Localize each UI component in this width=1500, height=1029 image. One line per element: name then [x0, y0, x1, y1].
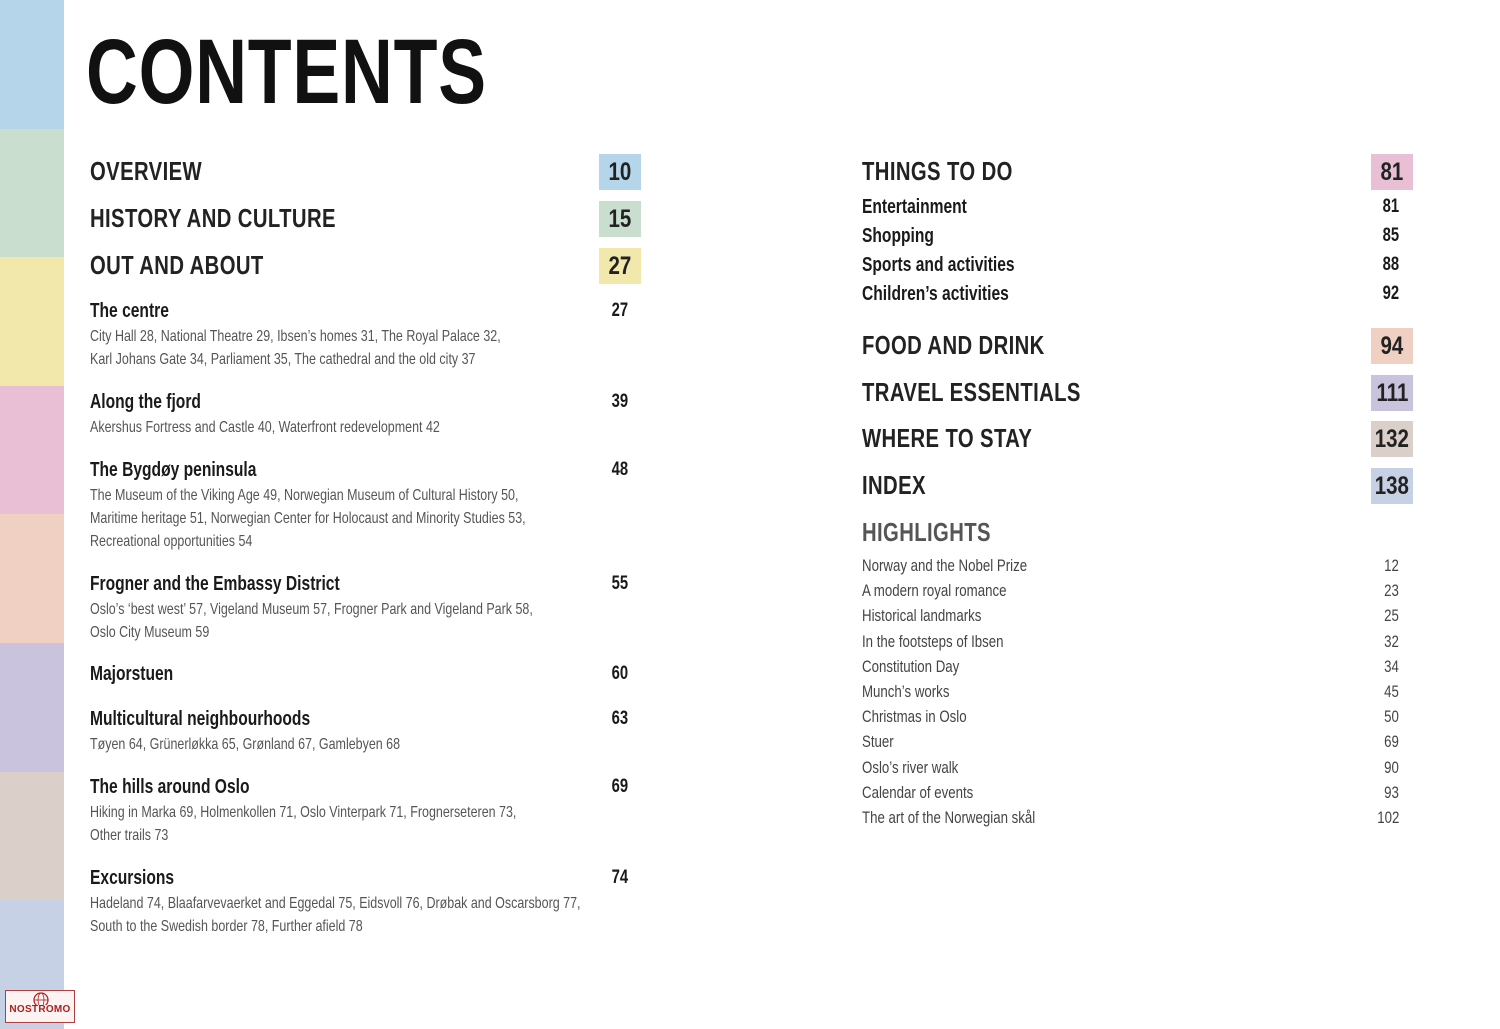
color-stripe [0, 643, 64, 772]
text: 90 [1384, 757, 1399, 777]
area-page-number [588, 708, 628, 730]
text: 48 [611, 459, 628, 480]
highlight-item[interactable] [862, 606, 1015, 626]
text: 92 [1382, 283, 1399, 304]
text: 81 [1382, 196, 1399, 217]
text: 94 [1380, 331, 1404, 360]
section-title-things-to-do[interactable]: THINGS TO DO [862, 156, 1013, 186]
things-to-do-item[interactable] [862, 283, 1050, 306]
text: The centre [90, 300, 169, 322]
highlight-item[interactable] [862, 581, 1047, 601]
area-page-number [588, 300, 628, 322]
text: The art of the Norwegian skål [862, 808, 1036, 827]
section-title[interactable] [90, 156, 234, 187]
text: 69 [1384, 732, 1399, 752]
text: The Bygdøy peninsula [90, 459, 257, 481]
color-stripe [0, 257, 64, 386]
area-title[interactable] [90, 663, 197, 686]
text: 27 [608, 251, 632, 280]
text: In the footsteps of Ibsen [862, 631, 1004, 651]
section-title[interactable] [862, 330, 1096, 361]
text: Entertainment [862, 196, 967, 218]
text: Along the fjord [90, 391, 201, 413]
things-to-do-page-number [1359, 196, 1399, 218]
text: Hiking in Marka 69, Holmenkollen 71, Oslo Vinterpark 71, Frognerseteren 73, [90, 804, 517, 821]
area-page-number [588, 867, 628, 889]
section-page-badge [599, 248, 641, 284]
nostromo-logo [5, 990, 75, 1023]
text: 25 [1384, 606, 1399, 626]
text: 132 [1374, 424, 1410, 453]
text: 15 [608, 204, 632, 233]
color-stripe [0, 386, 64, 515]
things-to-do-item[interactable] [862, 225, 954, 248]
text: WHERE TO STAY [862, 423, 1033, 453]
text: 45 [1384, 682, 1399, 701]
highlight-page-number [1359, 707, 1399, 727]
area-page-number [588, 776, 628, 798]
text: Calendar of events [862, 782, 974, 802]
highlight-item[interactable] [862, 808, 1084, 828]
highlight-page-number [1359, 732, 1399, 752]
color-stripe [0, 129, 64, 258]
things-to-do-page-number [1359, 254, 1399, 276]
area-title[interactable] [90, 300, 191, 323]
highlight-page-number [1359, 808, 1399, 828]
text: TRAVEL ESSENTIALS [862, 377, 1081, 407]
text: The hills around Oslo [90, 776, 250, 798]
text: OVERVIEW [90, 156, 203, 186]
text: 93 [1384, 782, 1399, 802]
text: 102 [1376, 808, 1399, 827]
section-page-badge [1371, 375, 1413, 411]
area-page-number [588, 573, 628, 595]
highlight-item[interactable] [862, 732, 903, 752]
text: Multicultural neighbourhoods [90, 708, 311, 730]
logo-text: NOSTROMO [9, 1004, 71, 1015]
text: A modern royal romance [862, 581, 1007, 601]
text: Excursions [90, 867, 175, 889]
highlight-page-number [1359, 556, 1399, 576]
area-subtopics [90, 348, 584, 371]
highlight-item[interactable] [862, 707, 996, 727]
highlight-page-number [1359, 606, 1399, 626]
area-title[interactable] [90, 867, 198, 890]
text: City Hall 28, National Theatre 29, Ibsen’s homes 31, The Royal Palace 32, [90, 328, 501, 345]
area-subtopics [90, 530, 298, 553]
area-title[interactable] [90, 708, 372, 731]
text: HISTORY AND CULTURE [90, 203, 336, 233]
area-subtopics [90, 915, 440, 938]
text: 34 [1384, 656, 1399, 676]
text: Majorstuen [90, 663, 174, 685]
text: 10 [608, 157, 632, 186]
section-page-badge [599, 201, 641, 237]
text: Children’s activities [862, 283, 1009, 305]
highlight-page-number [1359, 783, 1399, 803]
text: INDEX [862, 470, 926, 500]
text: Other trails 73 [90, 827, 169, 844]
highlight-page-number [1359, 632, 1399, 652]
area-title[interactable] [90, 776, 294, 799]
things-to-do-page-number [1359, 283, 1399, 305]
text: Hadeland 74, Blaafarvevaerket and Eggedal 75, Eidsvoll 76, Drøbak and Oscarsborg 77, [90, 895, 581, 912]
section-title[interactable] [862, 470, 944, 501]
highlight-page-number [1359, 682, 1399, 702]
section-page-badge [1371, 328, 1413, 364]
text: The Museum of the Viking Age 49, Norwegian Museum of Cultural History 50, [90, 487, 519, 504]
text: 32 [1384, 631, 1399, 651]
globe-icon [6, 991, 76, 1005]
things-to-do-page-number [1359, 225, 1399, 247]
text: Oslo’s river walk [862, 757, 959, 777]
area-page-number [588, 391, 628, 413]
text: 60 [611, 663, 628, 684]
area-subtopics [90, 484, 639, 507]
text: Christmas in Oslo [862, 707, 967, 727]
text: 85 [1382, 225, 1399, 246]
text: 55 [611, 573, 628, 594]
area-subtopics [90, 801, 637, 824]
text: Shopping [862, 225, 934, 247]
text: 50 [1384, 707, 1399, 727]
area-subtopics [90, 621, 243, 644]
highlight-page-number [1359, 657, 1399, 677]
highlight-item[interactable] [862, 682, 974, 702]
things-to-do-item[interactable] [862, 196, 996, 219]
text: 69 [611, 776, 628, 797]
text: Recreational opportunities 54 [90, 533, 253, 550]
color-stripe [0, 0, 64, 129]
text: South to the Swedish border 78, Further afield 78 [90, 918, 363, 935]
text: 27 [611, 300, 628, 321]
area-title[interactable] [90, 573, 410, 596]
highlights-heading: HIGHLIGHTS [862, 517, 991, 547]
area-subtopics [90, 416, 539, 439]
highlight-page-number [1359, 758, 1399, 778]
text: 111 [1376, 378, 1408, 407]
section-title[interactable] [862, 423, 1080, 454]
area-subtopics [90, 733, 488, 756]
text: 138 [1374, 471, 1410, 500]
highlight-item[interactable] [862, 758, 985, 778]
section-page-badge [599, 154, 641, 190]
text: Constitution Day [862, 656, 960, 676]
text: 74 [611, 867, 628, 888]
text: Historical landmarks [862, 606, 982, 626]
section-page-badge [1371, 468, 1413, 504]
section-title[interactable] [90, 203, 405, 234]
text: Stuer [862, 732, 894, 752]
area-subtopics [90, 325, 617, 348]
text: Sports and activities [862, 254, 1015, 276]
section-title[interactable] [862, 377, 1143, 408]
text: 63 [611, 708, 628, 729]
text: FOOD AND DRINK [862, 330, 1045, 360]
text: Karl Johans Gate 34, Parliament 35, The cathedral and the old city 37 [90, 351, 476, 368]
area-page-number [588, 663, 628, 685]
text: Norway and the Nobel Prize [862, 556, 1028, 575]
color-stripe [0, 514, 64, 643]
text: 39 [611, 391, 628, 412]
things-to-do-item[interactable] [862, 254, 1058, 277]
section-page-badge-things-to-do: 81 [1371, 154, 1413, 190]
section-page-badge [1371, 421, 1413, 457]
section-title[interactable] [90, 250, 313, 281]
text: Frogner and the Embassy District [90, 573, 340, 595]
text: 23 [1384, 581, 1399, 601]
area-subtopics [90, 824, 190, 847]
text: Munch’s works [862, 682, 950, 701]
area-page-number [588, 459, 628, 481]
highlight-page-number [1359, 581, 1399, 601]
highlight-item[interactable] [862, 556, 1074, 576]
area-title[interactable] [90, 459, 303, 482]
page-title: CONTENTS [86, 21, 487, 123]
area-subtopics [90, 892, 719, 915]
text: Oslo City Museum 59 [90, 624, 210, 641]
text: OUT AND ABOUT [90, 250, 264, 280]
area-title[interactable] [90, 391, 232, 414]
text: Oslo’s ‘best west’ 57, Vigeland Museum 57, Frogner Park and Vigeland Park 58, [90, 601, 533, 618]
highlight-item[interactable] [862, 632, 1043, 652]
text: 88 [1382, 254, 1399, 275]
area-subtopics [90, 598, 658, 621]
highlight-item[interactable] [862, 657, 987, 677]
color-stripe [0, 772, 64, 901]
highlight-item[interactable] [862, 783, 1005, 803]
area-subtopics [90, 507, 649, 530]
text: Maritime heritage 51, Norwegian Center for Holocaust and Minority Studies 53, [90, 510, 526, 527]
text: Akershus Fortress and Castle 40, Waterfront redevelopment 42 [90, 419, 440, 436]
text: 12 [1384, 556, 1399, 575]
text: Tøyen 64, Grünerløkka 65, Grønland 67, Gamlebyen 68 [90, 736, 401, 753]
